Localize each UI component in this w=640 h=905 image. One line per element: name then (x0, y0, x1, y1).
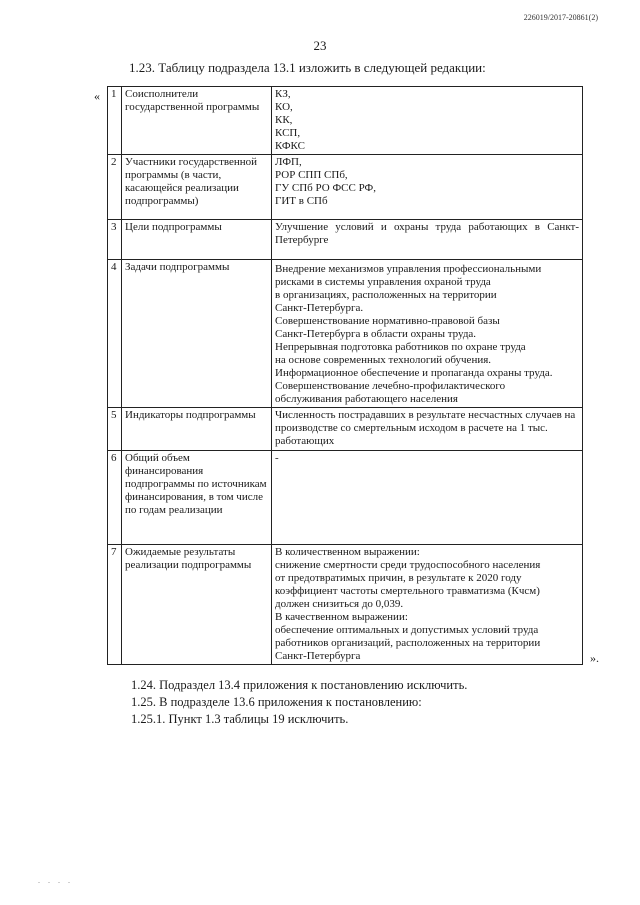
row-value (272, 155, 583, 220)
table-row (108, 260, 583, 408)
value-line: В качественном выражении: (275, 611, 408, 623)
value-line: должен снизиться до 0,039. (275, 598, 404, 610)
document-id: 226019/2017-20861(2) (523, 13, 598, 22)
row-value: Улучшение условий и охраны труда работающих в Санкт-Петербурге (272, 220, 583, 260)
row-number: 1 (108, 87, 122, 155)
row-name: Участники государственной программы (в части, касающейся реализации подпрограммы) (122, 155, 272, 220)
value-line: КФКС (275, 140, 305, 152)
table-row (108, 545, 583, 665)
row-number: 6 (108, 451, 122, 545)
value-line: ГИТ в СПб (275, 195, 328, 207)
closing-quote: ». (590, 651, 599, 665)
value-line: КО, (275, 101, 293, 113)
row-number: 5 (108, 408, 122, 451)
value-line: Санкт-Петербурга (275, 650, 361, 662)
opening-quote: « (94, 89, 100, 103)
value-line: Совершенствование нормативно-правовой базы (275, 315, 500, 327)
row-value (272, 260, 583, 408)
row-name: Цели подпрограммы (122, 220, 272, 260)
row-name: Задачи подпрограммы (122, 260, 272, 408)
row-number: 2 (108, 155, 122, 220)
value-line: снижение смертности среди трудоспособного населения (275, 559, 541, 571)
table-row (108, 451, 583, 545)
value-line: В количественном выражении: (275, 546, 420, 558)
value-line: Непрерывная подготовка работников по охране труда (275, 341, 526, 353)
value-line: обеспечение оптимальных и допустимых условий труда (275, 624, 539, 636)
page-number: 23 (313, 38, 327, 53)
row-name: Общий объем финансирования подпрограммы по источникам финансирования, в том числе по годам реализации (122, 451, 272, 545)
subprogram-table (107, 86, 583, 665)
row-value (272, 87, 583, 155)
value-line: Санкт-Петербурга в области охраны труда. (275, 328, 477, 340)
value-line: работников организаций, расположенных на территории (275, 637, 541, 649)
row-number: 4 (108, 260, 122, 408)
value-line: рисками в системы управления охраной труда (275, 276, 491, 288)
value-line: Внедрение механизмов управления профессиональными (275, 263, 542, 275)
row-name: Индикаторы подпрограммы (122, 408, 272, 451)
row-name: Ожидаемые результаты реализации подпрограммы (122, 545, 272, 665)
value-line: Совершенствование лечебно-профилактического (275, 380, 506, 392)
value-line: КЗ, (275, 88, 291, 100)
table-row (108, 87, 583, 155)
value-line: КСП, (275, 127, 301, 139)
footer-marks: . . . . (38, 876, 73, 885)
value-line: в организациях, расположенных на территории (275, 289, 497, 301)
amendment-item: 1.25. В подразделе 13.6 приложения к постановлению: (131, 695, 422, 709)
value-line: коэффициент частоты смертельного травматизма (Кчсм) (275, 585, 540, 597)
value-line: РОР СПП СПб, (275, 169, 348, 181)
value-line: ГУ СПб РО ФСС РФ, (275, 182, 376, 194)
row-value: - (272, 451, 583, 545)
amendment-item: 1.24. Подраздел 13.4 приложения к постановлению исключить. (131, 678, 468, 692)
value-line: Информационное обеспечение и пропаганда охраны труда. (275, 367, 553, 379)
value-line: обслуживания работающего населения (275, 393, 458, 405)
row-name: Соисполнители государственной программы (122, 87, 272, 155)
table-row (108, 408, 583, 451)
intro-paragraph: 1.23. Таблицу подраздела 13.1 изложить в следующей редакции: (129, 60, 486, 75)
value-line: на основе современных технологий обучения. (275, 354, 492, 366)
row-number: 3 (108, 220, 122, 260)
amendments-list (131, 677, 467, 728)
table-row (108, 155, 583, 220)
value-line: от предотвратимых причин, в результате к 2020 году (275, 572, 522, 584)
amendment-item: 1.25.1. Пункт 1.3 таблицы 19 исключить. (131, 712, 349, 726)
row-value: Численность пострадавших в результате несчастных случаев на производстве со смертельным исходом в расчете на 1 тыс. работающих (272, 408, 583, 451)
row-number: 7 (108, 545, 122, 665)
value-line: ЛФП, (275, 156, 302, 168)
value-line: КК, (275, 114, 293, 126)
table-row (108, 220, 583, 260)
value-line: Санкт-Петербурга. (275, 302, 364, 314)
row-value (272, 545, 583, 665)
